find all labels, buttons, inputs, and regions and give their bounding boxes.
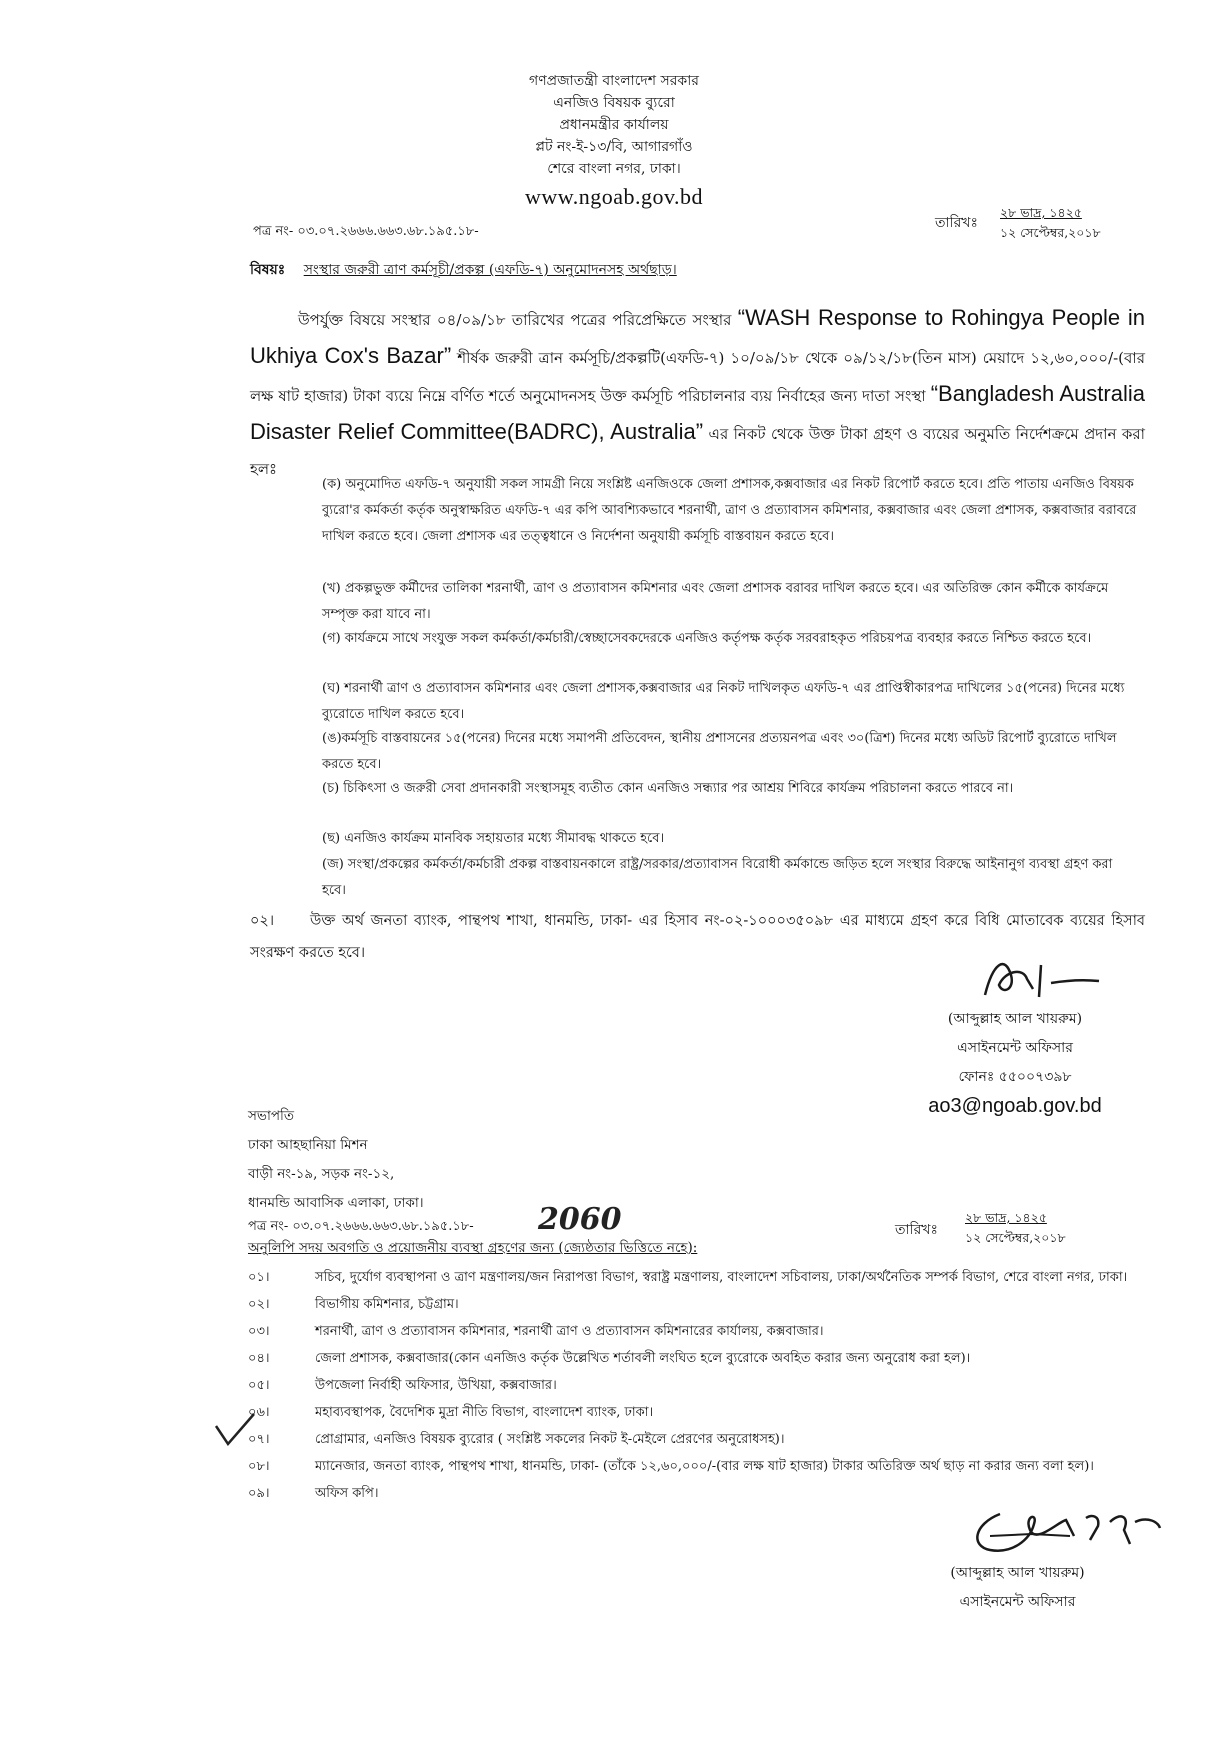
signatory-phone: ফোনঃ ৫৫০০৭৩৯৮ — [958, 1069, 1072, 1085]
subject-text: সংস্থার জরুরী ত্রাণ কর্মসূচী/প্রকল্প (এফডি-৭) অনুমোদনসহ অর্থছাড়। — [303, 262, 677, 278]
date-label: তারিখঃ — [935, 215, 978, 231]
date-label-2: তারিখঃ — [895, 1222, 938, 1238]
list-item: ০৬। মহাব্যবস্থাপক, বৈদেশিক মুদ্রা নীতি বিভাগ, বাংলাদেশ ব্যাংক, ঢাকা। — [248, 1405, 654, 1420]
condition-ka: (ক) অনুমোদিত এফডি-৭ অনুযায়ী সকল সামগ্রী নিয়ে সংশ্লিষ্ট এনজিওকে জেলা প্রশাসক,কক্সবাজার এর নিকট রিপোর্ট করতে হবে। প্রতি পাতায় এনজিও বিষয়ক ব্যুরো'র কর্মকর্তা কর্তৃক অনুস্বাক্ষরিত এফডি-৭ এর কপি আবশ্যিকভাবে শরনার্থী, ত্রাণ ও প্রত্যাবাসন কমিশনার, কক্সবাজার এবং জেলা প্রশাসক, কক্সবাজার বরাবরে দাখিল করতে হবে। জেলা প্রশাসক এর তত্ত্বধানে ও নির্দেশনা অনুযায়ী কর্মসূচি বাস্তবায়ন করতে হবে। — [322, 477, 1137, 544]
header-line: গণপ্রজাতন্ত্রী বাংলাদেশ সরকার — [529, 73, 699, 89]
donor-name: “Bangladesh Australia Disaster Relief Committee(BADRC), Australia” — [250, 381, 1145, 444]
subject-line — [250, 258, 677, 282]
signatory-email[interactable]: ao3@ngoab.gov.bd — [928, 1095, 1102, 1117]
date-block — [1000, 203, 1101, 243]
condition-cha: (চ) চিকিৎসা ও জরুরী সেবা প্রদানকারী সংস্থাসমূহ ব্যতীত কোন এনজিও সন্ধ্যার পর আশ্রয় শিবিরে কার্যক্রম পরিচালনা করতে পারবে না। — [322, 781, 1014, 796]
cc-heading: অনুলিপি সদয় অবগতি ও প্রয়োজনীয় ব্যবস্থা গ্রহণের জন্য (জ্যেষ্ঠতার ভিত্তিতে নহে): — [248, 1240, 698, 1256]
list-item: ০৩। শরনার্থী, ত্রাণ ও প্রত্যাবাসন কমিশনার, শরনার্থী ত্রাণ ও প্রত্যাবাসন কমিশনারের কার্যালয়, কক্সবাজার। — [248, 1324, 824, 1339]
signature-scribble-2 — [960, 1500, 1165, 1560]
signature-scribble — [975, 945, 1105, 1007]
signatory-name: (আব্দুল্লাহ আল খায়রুম) — [950, 1565, 1085, 1581]
condition-gha: (ঘ) শরনার্থী ত্রাণ ও প্রত্যাবাসন কমিশনার এবং জেলা প্রশাসক,কক্সবাজার এর নিকট দাখিলকৃত এফডি-৭ এর প্রাপ্তিস্বীকারপত্র দাখিলের ১৫(পনের) দিনের মধ্যে ব্যুরোতে দাখিল করতে হবে। — [322, 681, 1125, 722]
date-block-2 — [965, 1208, 1066, 1248]
item-text: উক্ত অর্থ জনতা ব্যাংক, পান্থপথ শাখা, ধানমন্ডি, ঢাকা- এর হিসাব নং-০২-১০০০৩৫০৯৮ এর মাধ্যমে গ্রহণ করে বিধি মোতাবেক ব্যয়ের হিসাব সংরক্ষণ করতে হবে। — [250, 913, 1145, 961]
date-bangla-2: ২৮ ভাদ্র, ১৪২৫ — [965, 1210, 1047, 1225]
cc-list — [248, 1264, 1143, 1507]
subject-label: বিষয়ঃ — [250, 262, 286, 278]
list-item: ০২। বিভাগীয় কমিশনার, চট্টগ্রাম। — [248, 1297, 459, 1312]
list-item: ০৭। প্রোগ্রামার, এনজিও বিষয়ক ব্যুরোর ( সংশ্লিষ্ট সকলের নিকট ই-মেইলে প্রেরণের অনুরোধসহ)। — [248, 1432, 785, 1447]
date-bangla: ২৮ ভাদ্র, ১৪২৫ — [1000, 205, 1082, 220]
header-line: এনজিও বিষয়ক ব্যুরো — [553, 95, 675, 111]
recipient-line: ঢাকা আহছানিয়া মিশন — [248, 1137, 368, 1153]
item-number: ০২। — [250, 913, 275, 929]
signatory-title: এসাইনমেন্ট অফিসার — [957, 1040, 1073, 1056]
date-english-2: ১২ সেপ্টেম্বর,২০১৮ — [965, 1230, 1066, 1245]
signatory-name: (আব্দুল্লাহ আল খায়রুম) — [947, 1011, 1083, 1027]
header-line: প্লট নং-ই-১৩/বি, আগারগাঁও — [535, 139, 693, 155]
project-title: “WASH Response to Rohingya People in Ukhiya Cox's Bazar” — [250, 305, 1145, 368]
condition-ja: (জ) সংস্থা/প্রকল্পের কর্মকর্তা/কর্মচারী প্রকল্প বাস্তবায়নকালে রাষ্ট্র/সরকার/প্রত্যাবাসন বিরোধী কর্মকান্ডে জড়িত হলে সংস্থার বিরুদ্ধে আইনানুগ ব্যবস্থা গ্রহণ করা হবে। — [322, 857, 1113, 898]
body-paragraph — [250, 300, 1145, 487]
body-text: উপর্যুক্ত বিষয়ে সংস্থার ০৪/০৯/১৮ তারিখের পত্রের পরিপ্রেক্ষিতে সংস্থার — [298, 311, 732, 329]
header-line: শেরে বাংলা নগর, ঢাকা। — [547, 161, 681, 177]
checkmark-icon — [212, 1410, 258, 1448]
signature-block-1 — [900, 1005, 1130, 1121]
list-item: ০১। সচিব, দুর্যোগ ব্যবস্থাপনা ও ত্রাণ মন্ত্রণালয়/জন নিরাপত্তা বিভাগ, স্বরাষ্ট্র মন্ত্রণালয়, বাংলাদেশ সচিবালয়, ঢাকা/অর্থনৈতিক সম্পর্ক বিভাগ, শেরে বাংলা নগর, ঢাকা। — [248, 1270, 1128, 1285]
date-english: ১২ সেপ্টেম্বর,২০১৮ — [1000, 225, 1101, 240]
memo-number: পত্র নং- ০৩.০৭.২৬৬৬.৬৬৩.৬৮.১৯৫.১৮- — [253, 224, 479, 239]
condition-chha: (ছ) এনজিও কার্যক্রম মানবিক সহায়তার মধ্যে সীমাবদ্ধ থাকতে হবে। — [322, 831, 665, 846]
condition-kha: (খ) প্রকল্পভুক্ত কর্মীদের তালিকা শরনার্থী, ত্রাণ ও প্রত্যাবাসন কমিশনার এবং জেলা প্রশাসক বরাবর দাখিল করতে হবে। এর অতিরিক্ত কোন কর্মীকে কার্যক্রমে সম্পৃক্ত করা যাবে না। — [322, 581, 1109, 622]
recipient-address — [248, 1102, 424, 1218]
condition-uma: (ঙ)কর্মসূচি বাস্তবায়নের ১৫(পনের) দিনের মধ্যে সমাপনী প্রতিবেদন, স্থানীয় প্রশাসনের প্রত্যয়নপত্র এবং ৩০(ত্রিশ) দিনের মধ্যে অডিট রিপোর্ট ব্যুরোতে দাখিল করতে হবে। — [322, 731, 1117, 772]
header-line: প্রধানমন্ত্রীর কার্যালয় — [559, 117, 669, 133]
list-item: ০৮। ম্যানেজার, জনতা ব্যাংক, পান্থপথ শাখা, ধানমন্ডি, ঢাকা- (তাঁকে ১২,৬০,০০০/-(বার লক্ষ ষাট হাজার) টাকার অতিরিক্ত অর্থ ছাড় না করার জন্য বলা হল)। — [248, 1459, 1094, 1474]
recipient-line: ধানমন্ডি আবাসিক এলাকা, ঢাকা। — [248, 1195, 424, 1211]
letterhead — [0, 70, 1228, 208]
website-link[interactable]: www.ngoab.gov.bd — [524, 184, 704, 209]
list-item: ০৯। অফিস কপি। — [248, 1486, 379, 1501]
body-text: শীর্ষক জরুরী ত্রান কর্মসূচি/প্রকল্পটি(এফডি-৭) ১০/০৯/১৮ থেকে ০৯/১২/১৮(তিন মাস) মেয়াদে ১২,৬০,০০০/-(বার লক্ষ ষাট হাজার) টাকা ব্যয়ে নিম্নে বর্ণিত শর্তে অনুমোদনসহ উক্ত কর্মসূচি পরিচালনার ব্যয় নির্বাহের জন্য দাতা সংস্থা — [250, 349, 1145, 405]
body-text: এর নিকট থেকে উক্ত টাকা গ্রহণ ও ব্যয়ের অনুমতি নির্দেশক্রমে প্রদান করা হলঃ — [250, 425, 1145, 478]
memo-number-2: পত্র নং- ০৩.০৭.২৬৬৬.৬৬৩.৬৮.১৯৫.১৮- — [248, 1219, 474, 1234]
condition-ga: (গ) কার্যক্রমে সাথে সংযুক্ত সকল কর্মকর্তা/কর্মচারী/স্বেচ্ছাসেবকদেরকে এনজিও কর্তৃপক্ষ কর্তৃক সরবরাহকৃত পরিচয়পত্র ব্যবহার করতে নিশ্চিত করতে হবে। — [322, 631, 1092, 646]
list-item: ০৫। উপজেলা নির্বাহী অফিসার, উখিয়া, কক্সবাজার। — [248, 1378, 557, 1393]
signatory-title: এসাইনমেন্ট অফিসার — [959, 1594, 1076, 1610]
handwritten-number: 2060 — [538, 1202, 622, 1237]
recipient-line: সভাপতি — [248, 1108, 295, 1124]
signature-block-2 — [900, 1559, 1135, 1617]
recipient-line: বাড়ী নং-১৯, সড়ক নং-১২, — [248, 1166, 395, 1182]
list-item: ০৪। জেলা প্রশাসক, কক্সবাজার(কোন এনজিও কর্তৃক উল্লেখিত শর্তাবলী লংঘিত হলে ব্যুরোকে অবহিত করার জন্য অনুরোধ করা হল)। — [248, 1351, 971, 1366]
